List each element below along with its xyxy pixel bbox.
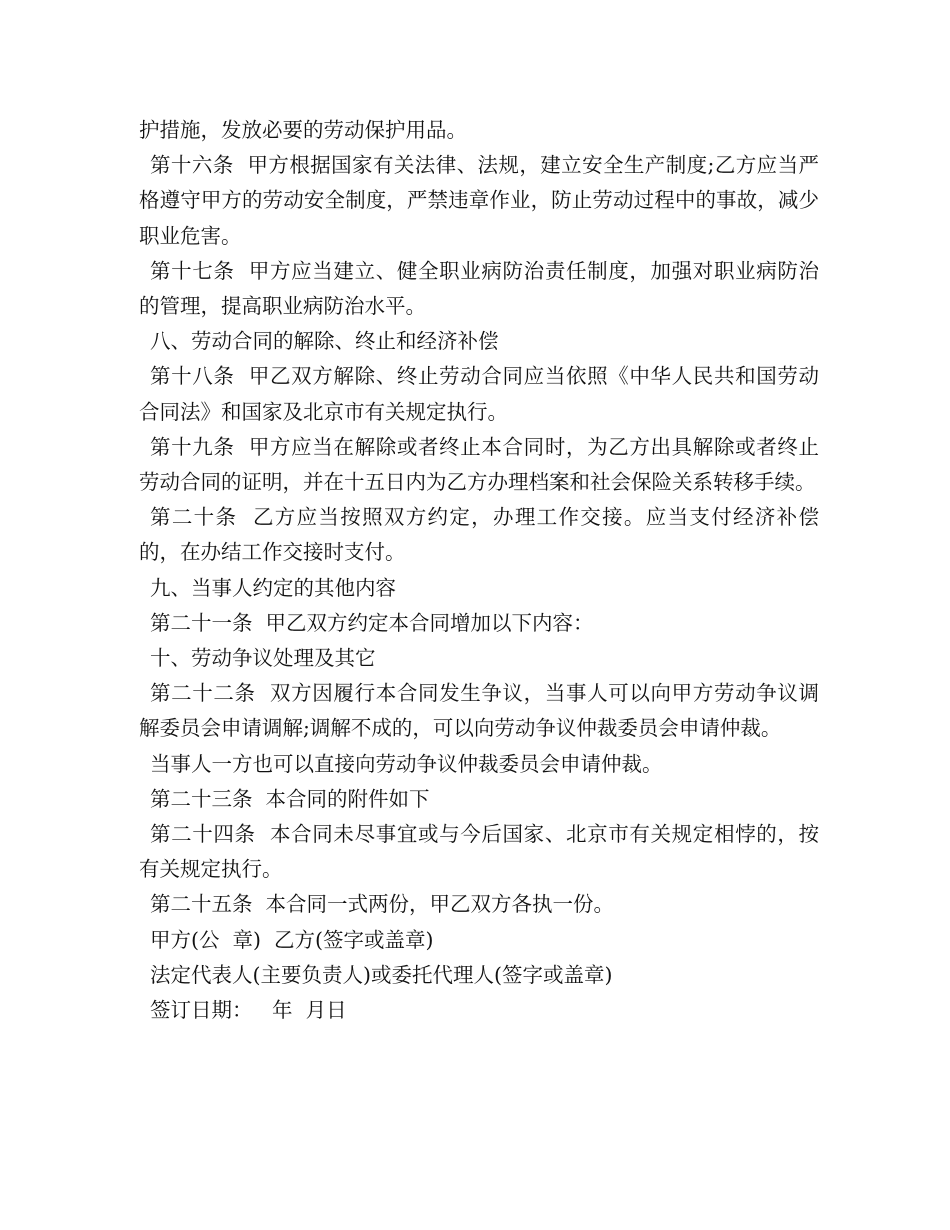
article-22-supplement: 当事人一方也可以直接向劳动争议仲裁委员会申请仲裁。 (150, 751, 663, 776)
paragraph-continuation: 护措施，发放必要的劳动保护用品。 (139, 118, 467, 142)
article-25: 第二十五条 本合同一式两份，甲乙双方各执一份。 (150, 892, 615, 917)
signature-representative: 法定代表人(主要负责人)或委托代理人(签字或盖章) (150, 962, 613, 987)
signature-parties: 甲方(公 章) 乙方(签字或盖章) (150, 927, 434, 952)
article-24: 第二十四条 本合同未尽事宜或与今后国家、北京市有关规定相悖的，按有关规定执行。 (139, 822, 819, 882)
contract-body (139, 113, 819, 1028)
article-19: 第十九条 甲方应当在解除或者终止本合同时，为乙方出具解除或者终止劳动合同的证明，并在十五日内为乙方办理档案和社会保险关系转移手续。 (139, 434, 819, 495)
article-16: 第十六条 甲方根据国家有关法律、法规，建立安全生产制度;乙方应当严格遵守甲方的劳动安全制度，严禁违章作业，防止劳动过程中的事故，减少职业危害。 (139, 153, 819, 248)
article-21: 第二十一条 甲乙双方约定本合同增加以下内容： (150, 610, 594, 635)
article-22: 第二十二条 双方因履行本合同发生争议，当事人可以向甲方劳动争议调解委员会申请调解;调解不成的，可以向劳动争议仲裁委员会申请仲裁。 (139, 681, 819, 741)
section-heading-8: 八、劳动合同的解除、终止和经济补偿 (150, 329, 499, 354)
article-17: 第十七条 甲方应当建立、健全职业病防治责任制度，加强对职业病防治的管理，提高职业病防治水平。 (139, 258, 819, 319)
signing-date: 签订日期： 年 月日 (150, 998, 347, 1023)
article-20: 第二十条 乙方应当按照双方约定，办理工作交接。应当支付经济补偿的，在办结工作交接时支付。 (139, 505, 819, 565)
article-18: 第十八条 甲乙双方解除、终止劳动合同应当依照《中华人民共和国劳动合同法》和国家及北京市有关规定执行。 (139, 364, 819, 424)
section-heading-9: 九、当事人约定的其他内容 (150, 575, 396, 600)
article-23: 第二十三条 本合同的附件如下 (150, 786, 430, 811)
section-heading-10: 十、劳动争议处理及其它 (150, 646, 376, 671)
